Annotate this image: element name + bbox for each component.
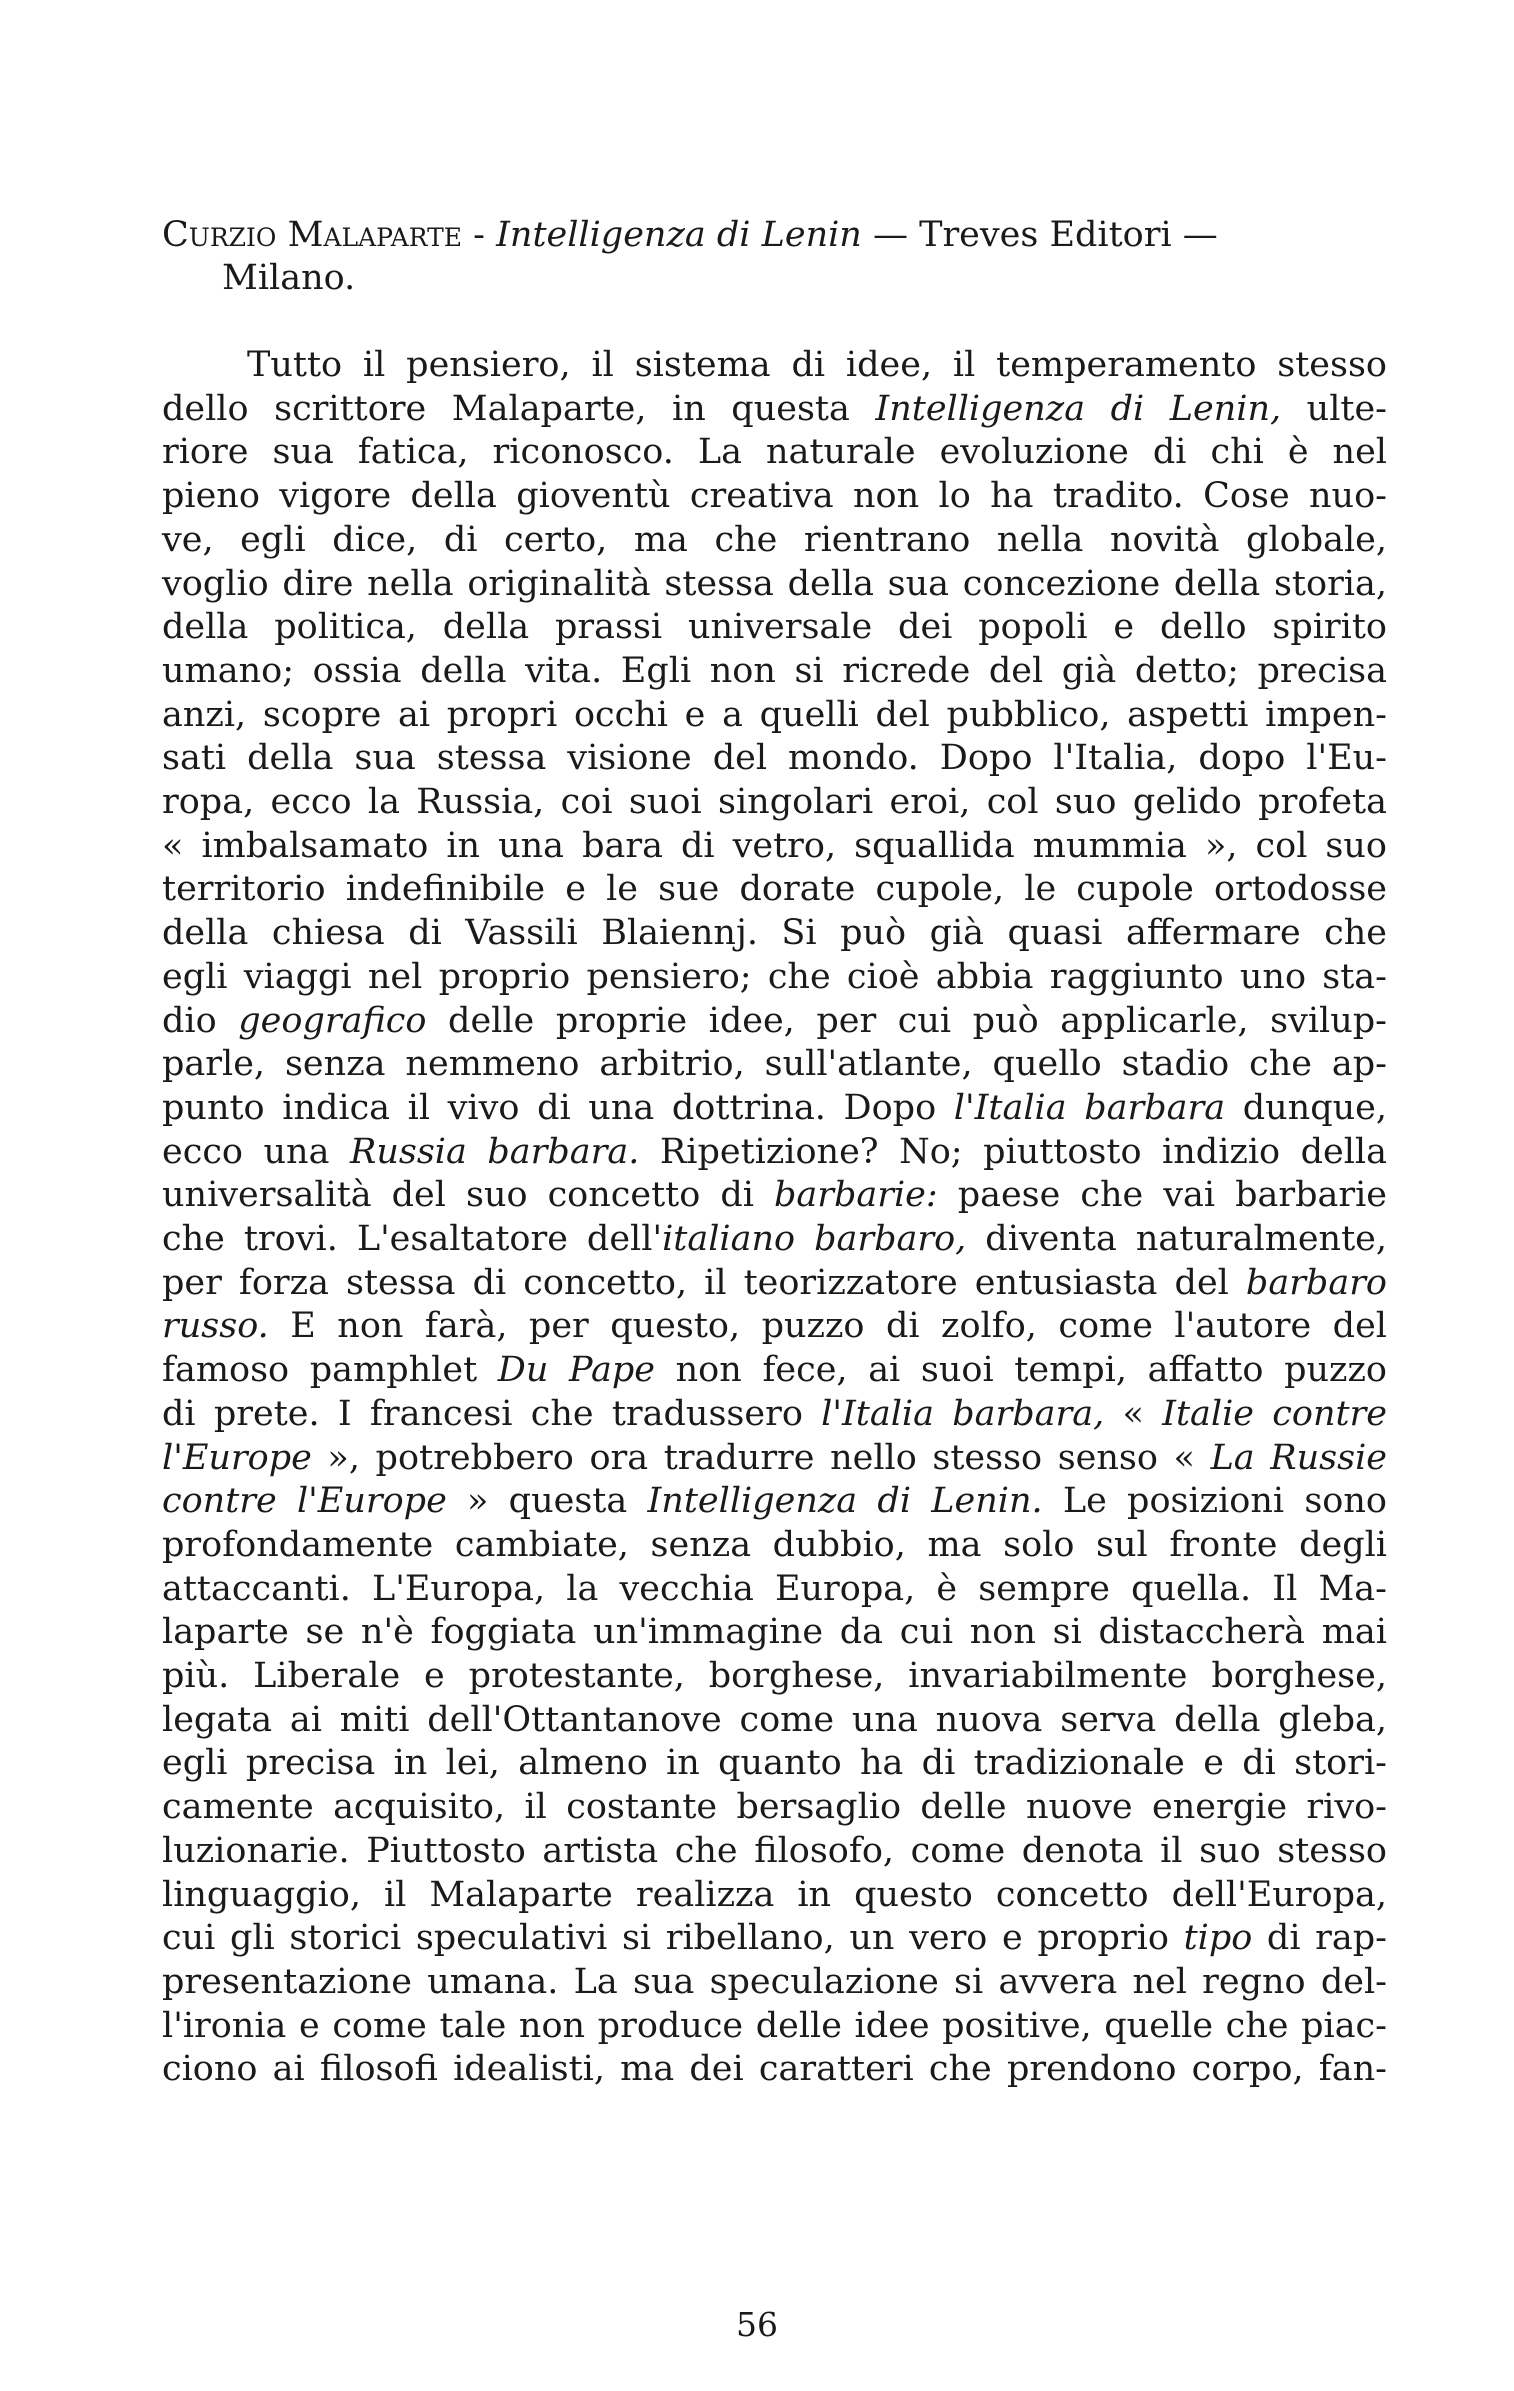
italic-text-run: Russia barbara. [349, 1131, 640, 1172]
text-line [162, 867, 1387, 911]
text-line [162, 474, 1387, 518]
text-line [162, 387, 1387, 431]
text-line [162, 824, 1387, 868]
text-line [162, 1654, 1387, 1698]
text-line [162, 1567, 1387, 1611]
text-line [162, 1392, 1387, 1436]
text-run: universalità del suo concetto di [162, 1175, 774, 1216]
text-line [162, 430, 1387, 474]
text-run: laparte se n'è foggiata un'immagine da cui non si distaccherà mai [162, 1612, 1387, 1653]
text-run: paese che vai barbarie [937, 1175, 1387, 1216]
text-run: » questa [446, 1481, 648, 1522]
text-line [162, 1479, 1387, 1523]
italic-text-run: l'Italia barbara, [821, 1393, 1105, 1434]
text-run: più. Liberale e protestante, borghese, invariabilmente borghese, [162, 1656, 1387, 1696]
text-line [162, 955, 1387, 999]
text-line [162, 736, 1387, 780]
text-line [162, 911, 1387, 955]
text-run: delle proprie idee, per cui può applicarle, svilup- [426, 1000, 1387, 1041]
text-run: voglio dire nella originalità stessa della sua concezione della storia, [162, 563, 1387, 604]
text-line [162, 1086, 1387, 1130]
text-run: attaccanti. L'Europa, la vecchia Europa, è sempre quella. Il Ma- [162, 1568, 1387, 1609]
page-number: 56 [736, 2305, 778, 2344]
text-run: ecco una [162, 1131, 350, 1172]
text-run: Le posizioni sono [1042, 1481, 1387, 1522]
text-line [162, 693, 1387, 737]
text-run: ropa, ecco la Russia, coi suoi singolari eroi, col suo gelido profeta [162, 782, 1387, 822]
book-title: Intelligenza di Lenin [496, 215, 862, 255]
text-line [247, 343, 1387, 387]
text-run: dello scrittore Malaparte, in questa [162, 388, 876, 429]
text-run: E non farà, per questo, puzzo di zolfo, come l'autore del [268, 1306, 1387, 1347]
publication-city: Milano. [222, 258, 356, 298]
italic-text-run: Intelligenza di Lenin, [875, 388, 1282, 429]
italic-text-run: barbarie: [773, 1175, 938, 1216]
text-run: profondamente cambiate, senza dubbio, ma solo sul fronte degli [162, 1524, 1387, 1565]
text-run: legata ai miti dell'Ottantanove come una nuova serva della gleba, [162, 1699, 1387, 1740]
text-line [162, 1960, 1387, 2004]
text-run: sati della sua stessa visione del mondo. Dopo l'Italia, dopo l'Eu- [162, 738, 1387, 779]
text-line [162, 1304, 1387, 1348]
text-line [162, 1217, 1387, 1261]
text-run: umano; ossia della vita. Egli non si ricrede del già detto; precisa [162, 650, 1387, 691]
text-run: ve, egli dice, di certo, ma che rientrano nella novità globale, [162, 519, 1387, 560]
text-line [162, 1130, 1387, 1174]
text-line [162, 1436, 1387, 1480]
text-line [162, 1741, 1387, 1785]
text-line [162, 1829, 1387, 1873]
text-line [162, 1348, 1387, 1392]
text-run: per forza stessa di concetto, il teorizzatore entusiasta del [162, 1262, 1246, 1303]
italic-text-run: italiano barbaro, [662, 1219, 967, 1259]
text-run: della politica, della prassi universale dei popoli e dello spirito [162, 607, 1387, 648]
heading-line-2 [222, 256, 1447, 300]
italic-text-run: l'Europe [162, 1437, 312, 1478]
author-name: Curzio Malaparte [162, 215, 462, 255]
text-run: diventa naturalmente, [966, 1219, 1387, 1259]
text-run: di prete. I francesi che tradussero [162, 1393, 822, 1434]
text-line [162, 999, 1387, 1043]
heading-separator: - [462, 215, 497, 255]
text-run: linguaggio, il Malaparte realizza in questo concetto dell'Europa, [162, 1874, 1387, 1915]
text-run: pieno vigore della gioventù creativa non lo ha tradito. Cose nuo- [162, 476, 1387, 517]
text-run: di rap- [1252, 1918, 1387, 1959]
text-run: non fece, ai suoi tempi, affatto puzzo [655, 1350, 1387, 1391]
text-line [162, 780, 1387, 824]
text-line [162, 1785, 1387, 1829]
text-run: cui gli storici speculativi si ribellano, un vero e proprio [162, 1918, 1184, 1959]
text-run: territorio indefinibile e le sue dorate cupole, le cupole ortodosse [162, 869, 1387, 910]
text-run: parle, senza nemmeno arbitrio, sull'atlante, quello stadio che ap- [162, 1044, 1387, 1085]
text-run: riore sua fatica, riconosco. La naturale evoluzione di chi è nel [162, 432, 1387, 473]
italic-text-run: contre l'Europe [162, 1481, 447, 1522]
text-line [162, 1042, 1387, 1086]
text-line [162, 562, 1387, 606]
text-run: « [1104, 1393, 1163, 1434]
text-run: dunque, [1225, 1087, 1387, 1128]
italic-text-run: Italie contre [1162, 1393, 1387, 1434]
text-line [162, 2004, 1387, 2048]
text-run: che trovi. L'esaltatore dell' [162, 1219, 663, 1259]
heading-line-1 [162, 213, 1387, 257]
text-run: luzionarie. Piuttosto artista che filosofo, come denota il suo stesso [162, 1830, 1387, 1871]
publisher: — Treves Editori — [861, 215, 1218, 255]
text-run: punto indica il vivo di una dottrina. Dopo [162, 1087, 954, 1128]
text-run: ulte- [1281, 388, 1388, 429]
text-line [162, 1261, 1387, 1305]
text-run: egli precisa in lei, almeno in quanto ha di tradizionale e di stori- [162, 1743, 1387, 1784]
text-line [162, 605, 1387, 649]
italic-text-run: barbaro [1245, 1262, 1387, 1303]
italic-text-run: Intelligenza di Lenin. [647, 1481, 1043, 1522]
text-line [162, 1523, 1387, 1567]
text-run: egli viaggi nel proprio pensiero; che cioè abbia raggiunto uno sta- [162, 956, 1387, 997]
text-line [162, 649, 1387, 693]
italic-text-run: tipo [1183, 1918, 1253, 1959]
italic-text-run: Du Pape [497, 1350, 655, 1391]
text-run: « imbalsamato in una bara di vetro, squallida mummia », col suo [162, 825, 1387, 866]
italic-text-run: russo. [162, 1306, 269, 1347]
text-run: Ripetizione? No; piuttosto indizio della [639, 1131, 1387, 1172]
text-run: anzi, scopre ai propri occhi e a quelli del pubblico, aspetti impen- [162, 694, 1387, 735]
text-line [162, 1698, 1387, 1742]
italic-text-run: La Russie [1210, 1437, 1387, 1478]
text-line [162, 1873, 1387, 1917]
italic-text-run: l'Italia barbara [953, 1087, 1226, 1128]
italic-text-run: geografico [238, 1000, 427, 1041]
text-line [162, 1610, 1387, 1654]
text-run: ciono ai filosofi idealisti, ma dei caratteri che prendono corpo, fan- [162, 2049, 1387, 2090]
text-run: famoso pamphlet [162, 1350, 498, 1391]
text-line [162, 1916, 1387, 1960]
text-line [162, 518, 1387, 562]
text-run: presentazione umana. La sua speculazione si avvera nel regno del- [162, 1961, 1387, 2002]
text-run: », potrebbero ora tradurre nello stesso senso « [311, 1437, 1211, 1478]
text-run: camente acquisito, il costante bersaglio delle nuove energie rivo- [162, 1787, 1387, 1828]
text-run: dio [162, 1000, 239, 1041]
text-line [162, 2047, 1387, 2091]
text-run: della chiesa di Vassili Blaiennj. Si può già quasi affermare che [162, 913, 1387, 954]
text-run: l'ironia e come tale non produce delle idee positive, quelle che piac- [162, 2005, 1387, 2046]
text-line [162, 1173, 1387, 1217]
text-run: Tutto il pensiero, il sistema di idee, il temperamento stesso [247, 345, 1387, 385]
